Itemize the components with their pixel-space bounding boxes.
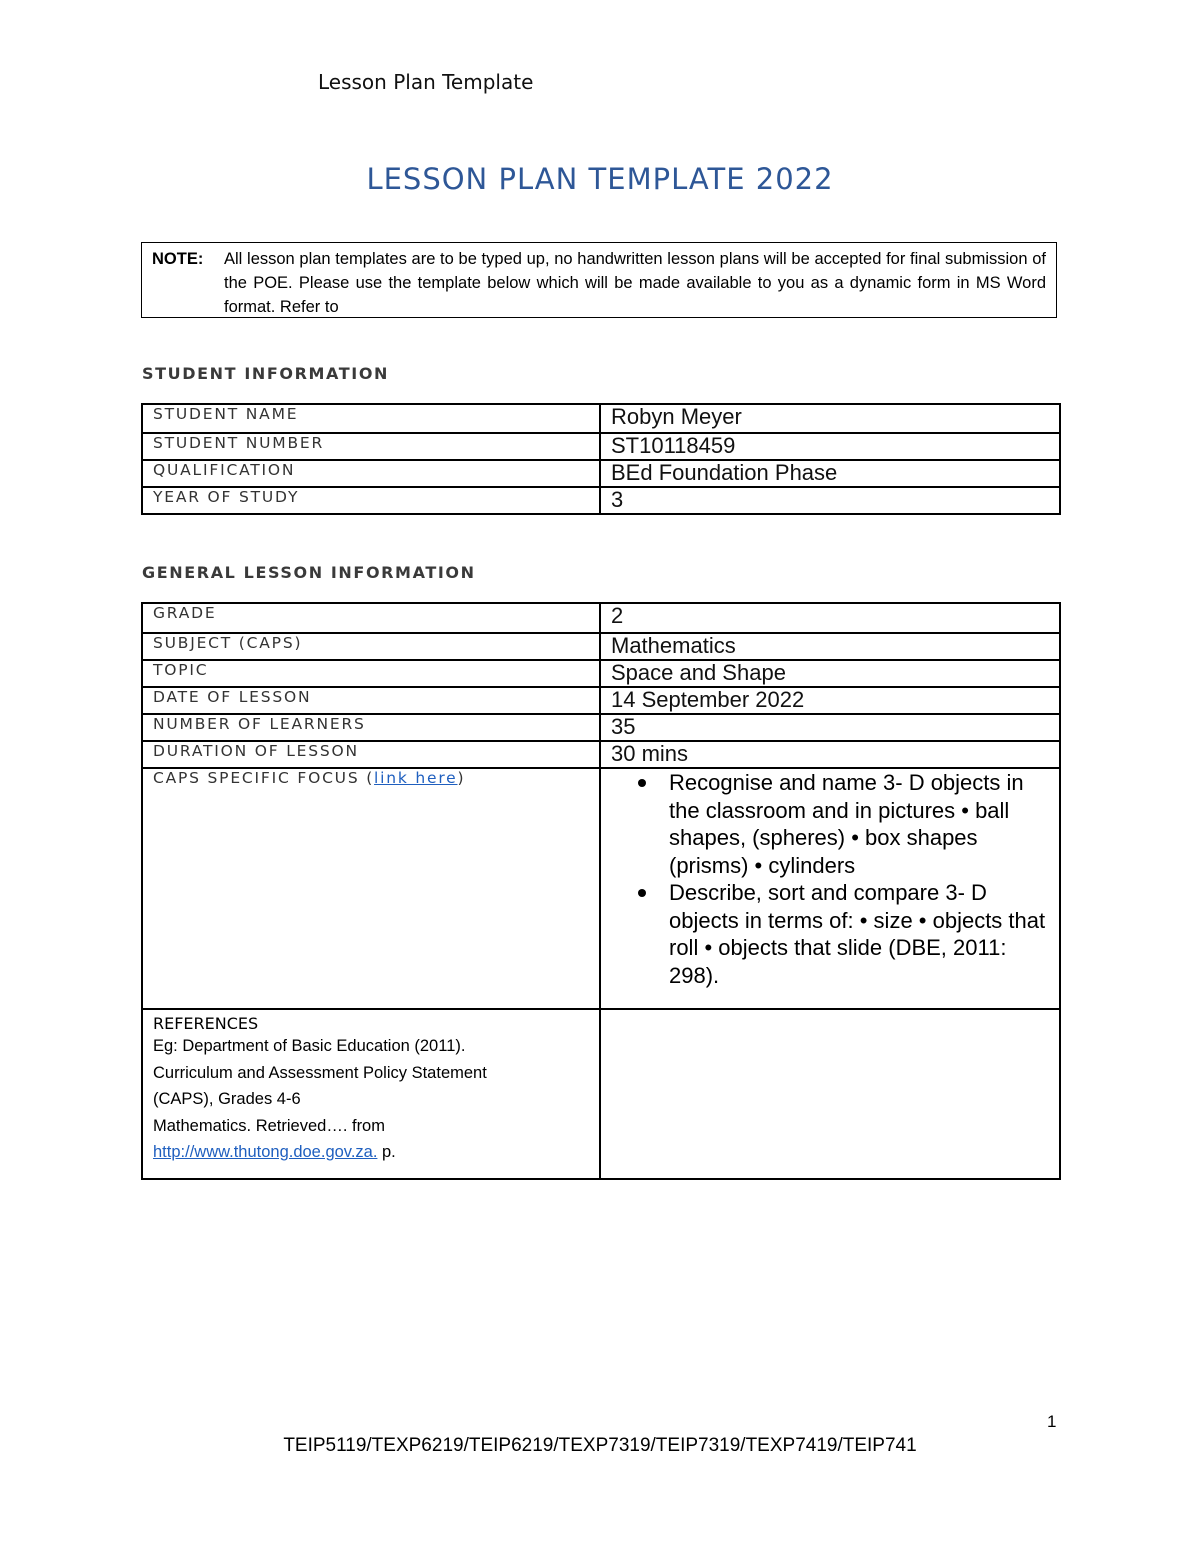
table-row	[142, 433, 1060, 460]
note-label: NOTE:	[152, 250, 204, 268]
student-information-table	[141, 403, 1061, 515]
student-name-value[interactable]: Robyn Meyer	[600, 404, 1060, 433]
number-of-learners-value[interactable]: 35	[600, 714, 1060, 741]
table-row	[142, 741, 1060, 768]
references-label: REFERENCES	[153, 1014, 259, 1033]
bullet-icon	[638, 779, 646, 787]
student-information-heading: STUDENT INFORMATION	[142, 364, 390, 383]
topic-label: TOPIC	[142, 660, 600, 687]
list-item	[669, 879, 1049, 989]
references-label-cell	[142, 1009, 600, 1179]
date-of-lesson-value[interactable]: 14 September 2022	[600, 687, 1060, 714]
references-example	[153, 1033, 589, 1166]
page-number: 1	[1047, 1412, 1057, 1431]
general-lesson-information-heading: GENERAL LESSON INFORMATION	[142, 563, 476, 582]
bullet-icon	[638, 889, 646, 897]
table-row	[142, 768, 1060, 1009]
reference-line-3: (CAPS), Grades 4-6	[153, 1090, 301, 1108]
list-item	[669, 769, 1049, 879]
student-number-value[interactable]: ST10118459	[600, 433, 1060, 460]
date-of-lesson-label: DATE OF LESSON	[142, 687, 600, 714]
year-of-study-label: YEAR OF STUDY	[142, 487, 600, 514]
table-row	[142, 460, 1060, 487]
student-number-label: STUDENT NUMBER	[142, 433, 600, 460]
reference-line-1: Eg: Department of Basic Education (2011).	[153, 1037, 466, 1055]
subject-label: SUBJECT (CAPS)	[142, 633, 600, 660]
caps-specific-focus-value[interactable]	[600, 768, 1060, 1009]
table-row	[142, 687, 1060, 714]
table-row	[142, 660, 1060, 687]
table-row	[142, 1009, 1060, 1179]
reference-line-2: Curriculum and Assessment Policy Statement	[153, 1063, 487, 1082]
grade-value[interactable]: 2	[600, 603, 1060, 633]
caps-specific-focus-label	[142, 768, 600, 1009]
table-row	[142, 404, 1060, 433]
student-name-label: STUDENT NAME	[142, 404, 600, 433]
page-header: Lesson Plan Template	[318, 70, 534, 94]
grade-label: GRADE	[142, 603, 600, 633]
year-of-study-value[interactable]: 3	[600, 487, 1060, 514]
thutong-link[interactable]: http://www.thutong.doe.gov.za.	[153, 1143, 378, 1161]
note-box	[141, 242, 1057, 318]
reference-line-4: Mathematics. Retrieved…. from	[153, 1116, 385, 1135]
duration-of-lesson-label: DURATION OF LESSON	[142, 741, 600, 768]
caps-link[interactable]: link here	[374, 769, 458, 787]
references-value[interactable]	[600, 1009, 1060, 1179]
qualification-value[interactable]: BEd Foundation Phase	[600, 460, 1060, 487]
table-row	[142, 487, 1060, 514]
caps-focus-item-2: Describe, sort and compare 3- D objects in terms of: • size • objects that roll • objects that slide (DBE, 2011: 298).	[669, 880, 1046, 988]
caps-focus-item-1: Recognise and name 3- D objects in the classroom and in pictures • ball shapes, (spheres) • box shapes (prisms) • cylinders	[669, 770, 1024, 878]
caps-focus-label-suffix: )	[457, 769, 466, 787]
document-title: LESSON PLAN TEMPLATE 2022	[366, 162, 834, 196]
qualification-label: QUALIFICATION	[142, 460, 600, 487]
note-text: All lesson plan templates are to be typed up, no handwritten lesson plans will be accepted for final submission of the POE. Please use the template below which will be made available to you as a dynamic form in MS Word format. Refer to	[224, 250, 1046, 316]
footer-course-codes: TEIP5119/TEXP6219/TEIP6219/TEXP7319/TEIP7319/TEXP7419/TEIP741	[283, 1435, 917, 1456]
duration-of-lesson-value[interactable]: 30 mins	[600, 741, 1060, 768]
number-of-learners-label: NUMBER OF LEARNERS	[142, 714, 600, 741]
subject-value[interactable]: Mathematics	[600, 633, 1060, 660]
reference-url-suffix: p.	[377, 1143, 396, 1161]
table-row	[142, 633, 1060, 660]
table-row	[142, 603, 1060, 633]
caps-focus-list	[611, 769, 1049, 989]
reference-line-5	[153, 1139, 589, 1166]
table-row	[142, 714, 1060, 741]
caps-focus-label-text: CAPS SPECIFIC FOCUS (	[153, 769, 375, 787]
general-lesson-information-table	[141, 602, 1061, 1180]
topic-value[interactable]: Space and Shape	[600, 660, 1060, 687]
